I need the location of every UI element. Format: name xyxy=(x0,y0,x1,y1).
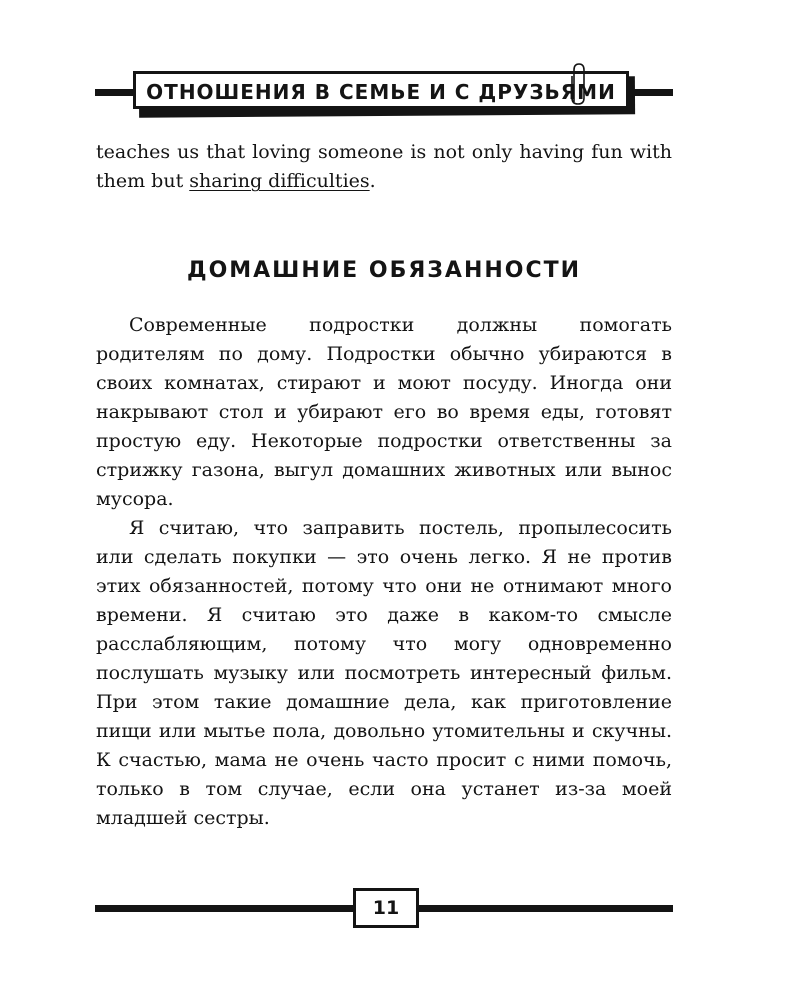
body-paragraph-2: Я считаю, что заправить постель, пропылесосить или сделать покупки — это очень легко. Я не против этих обязанностей, потому что они не отнимают много времени. Я считаю это даже в каком-то смысле расслабляющим, потому что могу одновременно послушать музыку или посмотреть интересный фильм. При этом такие домашние дела, как приготовление пищи или мытье пола, довольно утомительны и скучны. К счастью, мама не очень часто просит с ними помочь, только в том случае, если она устанет из-за моей младшей сестры. xyxy=(96,517,672,829)
underlined-phrase: sharing difficulties xyxy=(189,170,370,192)
section-body xyxy=(96,311,672,833)
running-header xyxy=(133,71,629,109)
page-number: 11 xyxy=(372,897,400,919)
intro-paragraph xyxy=(96,138,672,196)
intro-end: . xyxy=(369,170,376,192)
intro-text: teaches us that loving someone is not only having fun with them but xyxy=(96,141,672,192)
section-heading: ДОМАШНИЕ ОБЯЗАННОСТИ xyxy=(186,258,582,283)
paperclip-icon xyxy=(565,62,589,106)
page-number-box xyxy=(353,888,419,928)
body-paragraph-1: Современные подростки должны помогать родителям по дому. Подростки обычно убираются в своих комнатах, стирают и моют посуду. Иногда они накрывают стол и убирают его во время еды, готовят простую еду. Некоторые подростки ответственны за стрижку газона, выгул домашних животных или вынос мусора. xyxy=(96,314,672,510)
running-header-title: ОТНОШЕНИЯ В СЕМЬЕ И С ДРУЗЬЯМИ xyxy=(146,80,616,104)
